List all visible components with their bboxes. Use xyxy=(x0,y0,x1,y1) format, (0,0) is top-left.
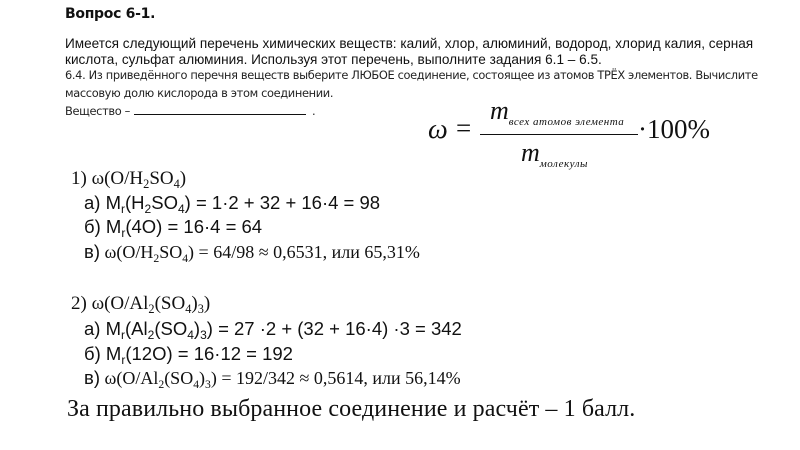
solution2-step-b: б) $M_r(12O) = 16\cdot 12 = 192$ xyxy=(84,343,293,367)
task-line-1: 6.4. Из приведённого перечня веществ выберите ЛЮБОЕ соединение, состоящее из атомов ТРЁХ элементов. Вычислите xyxy=(65,68,758,82)
solution1-step-a: а) $M_r(H_2SO_4) = 1\cdot 2 + 32 + 16\cdot 4 = 98$ xyxy=(84,192,381,216)
intro-line-2: кислота, сульфат алюминия. Используя этот перечень, выполните задания 6.1 – 6.5. xyxy=(65,52,602,67)
intro-line-1: Имеется следующий перечень химических веществ: калий, хлор, алюминий, водород, хлорид калия, серная xyxy=(65,36,754,51)
formula-omega: ω xyxy=(428,114,448,145)
answer-blank xyxy=(134,104,306,115)
solution2-step-c: в) $\omega(O/Al_2(SO_4)_3) = 192/342 \approx 0,5614$, или 56,14% xyxy=(84,367,461,391)
solution1-header: 1) $\omega(O/H_2SO_4)$ xyxy=(71,168,187,191)
answer-end: . xyxy=(311,104,316,118)
solution2-step-a: а) $M_r(Al_2(SO_4)_3) = 27 \cdot 2 + (32 + 16\cdot 4) \cdot 3 = 342$ xyxy=(84,318,462,342)
formula-equals: = xyxy=(456,113,472,143)
answer-line xyxy=(65,104,315,118)
formula-numerator: $m_{всех атомов элемента}$ xyxy=(490,96,625,128)
formula-multiplier: ·100% xyxy=(638,114,710,144)
question-title: Вопрос 6-1. xyxy=(65,6,156,22)
mass-fraction-formula xyxy=(428,96,718,170)
solution1-step-b: б) $M_r(4O) = 16\cdot 4 = 64$ xyxy=(84,216,263,240)
formula-denominator: $m_{молекулы}$ xyxy=(521,138,588,170)
answer-label: Вещество – xyxy=(65,104,130,118)
solution1-step-c: в) $\omega(O/H_2SO_4) = 64/98 \approx 0,6531$, или 65,31% xyxy=(84,241,420,265)
task-line-2: массовую долю кислорода в этом соединении. xyxy=(65,86,334,100)
formula-fraction-bar xyxy=(480,134,638,135)
solution2-header: 2) $\omega(O/Al_2(SO_4)_3)$ xyxy=(71,293,211,316)
scoring-note: За правильно выбранное соединение и расчёт – 1 балл. xyxy=(67,396,636,422)
